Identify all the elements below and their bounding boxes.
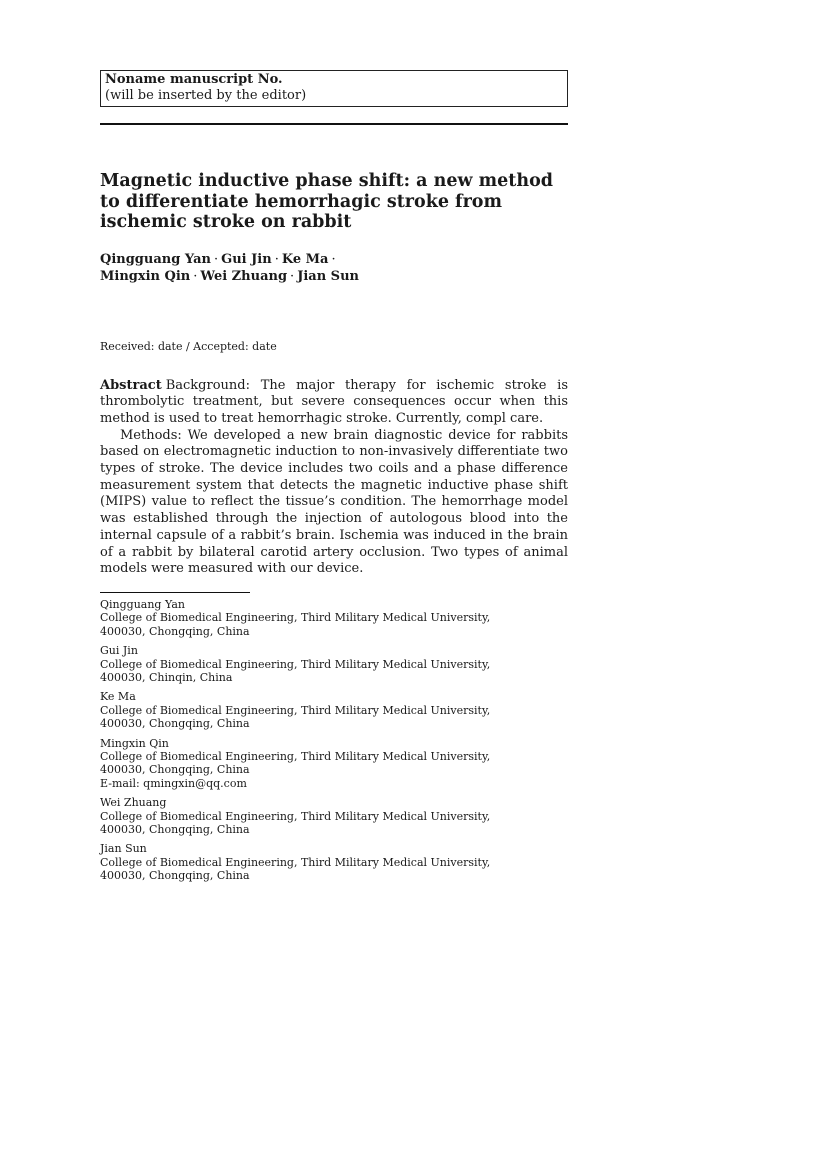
abstract-background-paragraph xyxy=(100,378,568,428)
affiliation-address: 400030, Chongqing, China xyxy=(100,869,250,883)
affiliation-name: Jian Sun xyxy=(100,842,147,856)
author-separator: · xyxy=(274,251,279,267)
affiliation xyxy=(100,796,568,836)
affiliation xyxy=(100,644,568,684)
affiliation-institution: College of Biomedical Engineering, Third Military Medical University, xyxy=(100,750,491,763)
affiliation-email[interactable]: E-mail: qmingxin@qq.com xyxy=(100,776,247,790)
abstract-heading: Abstract xyxy=(100,377,162,393)
affiliation-address: 400030, Chinqin, China xyxy=(100,670,233,684)
affiliation-name: Wei Zhuang xyxy=(100,796,167,810)
author-line-2 xyxy=(100,268,568,285)
affiliation-list xyxy=(100,598,568,883)
affiliation-institution: College of Biomedical Engineering, Third Military Medical University, xyxy=(100,611,491,625)
affiliation xyxy=(100,737,568,791)
affiliation-name: Gui Jin xyxy=(100,644,138,658)
author-name: Mingxin Qin xyxy=(100,268,191,284)
author-separator: · xyxy=(193,268,198,284)
author-separator: · xyxy=(290,268,295,284)
editor-box xyxy=(100,70,568,107)
footnote-rule xyxy=(100,592,250,593)
author-separator: · xyxy=(213,251,219,267)
author-name: Jian Sun xyxy=(297,268,359,284)
author-name: Ke Ma xyxy=(281,251,329,267)
received-date: Received: date / Accepted: date xyxy=(100,339,277,353)
author-name: Gui Jin xyxy=(221,251,272,267)
abstract-background: Background: The major therapy for ischemic stroke is thrombolytic treatment, but severe consequences occur when this method is used to treat hemorrhagic stroke. Currently, compl care. xyxy=(100,377,568,426)
paper-title: Magnetic inductive phase shift: a new method to differentiate hemorrhagic stroke from ischemic stroke on rabbit xyxy=(100,171,553,232)
affiliation-institution: College of Biomedical Engineering, Third Military Medical University, xyxy=(100,657,491,671)
header-rule xyxy=(100,123,568,125)
abstract xyxy=(100,378,568,578)
author-separator: · xyxy=(331,251,336,267)
affiliation-name: Mingxin Qin xyxy=(100,736,169,750)
paper-page xyxy=(100,70,568,889)
editor-note: (will be inserted by the editor) xyxy=(105,88,307,103)
affiliation-address: 400030, Chongqing, China xyxy=(100,624,250,638)
affiliation-institution: College of Biomedical Engineering, Third Military Medical University, xyxy=(100,809,491,823)
author-name: Wei Zhuang xyxy=(200,268,288,284)
affiliation-address: 400030, Chongqing, China xyxy=(100,823,250,837)
affiliation xyxy=(100,598,568,638)
author-list xyxy=(100,251,568,285)
abstract-methods: Methods: We developed a new brain diagnostic device for rabbits based on electromagnetic induction to non-invasively differentiate two types of stroke. The device includes two coils and a phase difference measurement system that detects the magnetic inductive phase shift (MIPS) value to reflect the tissue’s condition. The hemorrhage model was established through the injection of autologous blood into the internal capsule of a rabbit’s brain. Ischemia was induced in the brain of a rabbit by bilateral carotid artery occlusion. Two types of animal models were measured with our device. xyxy=(100,427,568,577)
affiliation xyxy=(100,690,568,730)
affiliation-name: Qingguang Yan xyxy=(100,597,186,611)
affiliation-address: 400030, Chongqing, China xyxy=(100,717,250,731)
author-name: Qingguang Yan xyxy=(100,251,211,267)
affiliation-name: Ke Ma xyxy=(100,690,136,704)
affiliation-address: 400030, Chongqing, China xyxy=(100,763,250,777)
affiliation-institution: College of Biomedical Engineering, Third Military Medical University, xyxy=(100,855,491,869)
author-line-1 xyxy=(100,251,568,268)
manuscript-number: Noname manuscript No. xyxy=(105,72,283,87)
affiliation xyxy=(100,842,568,882)
affiliation-institution: College of Biomedical Engineering, Third Military Medical University, xyxy=(100,703,491,717)
